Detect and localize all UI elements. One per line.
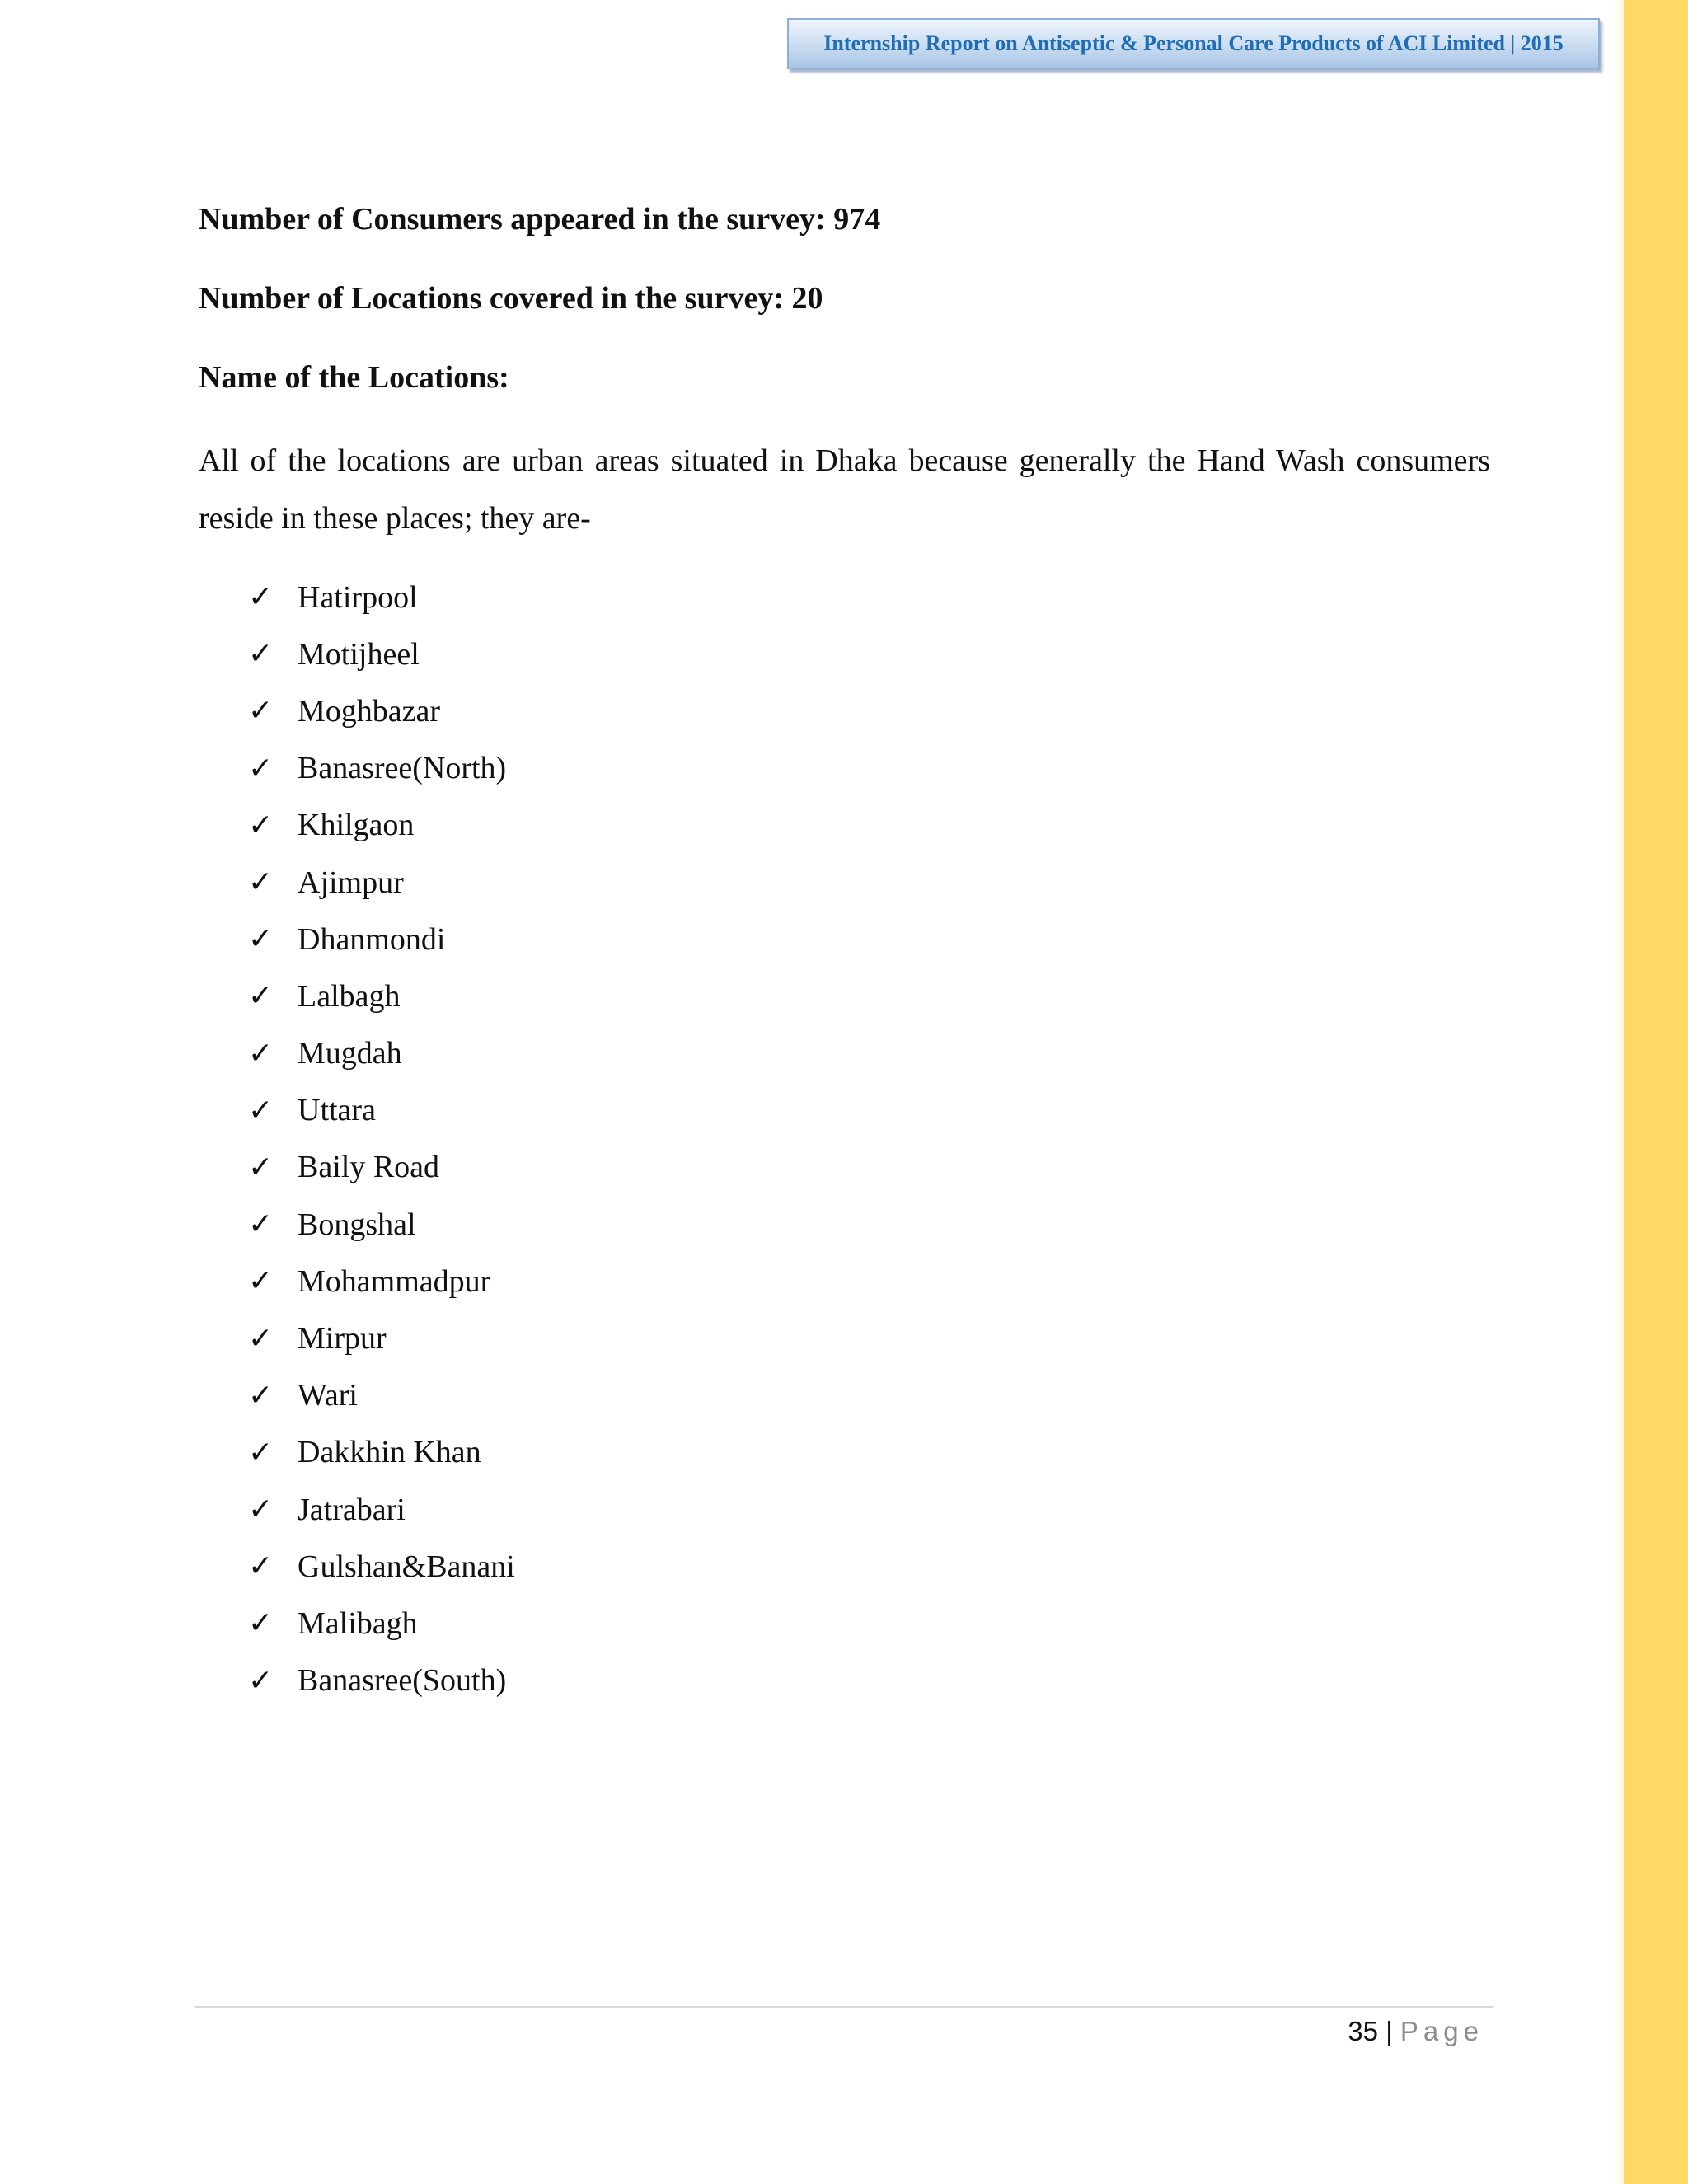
location-label: Banasree(South) [298,1663,507,1699]
location-item [248,797,1490,854]
location-item [248,854,1490,911]
side-bar-fade [1614,0,1624,2184]
location-label: Hatirpool [298,579,418,615]
location-label: Bongshal [298,1207,416,1242]
location-label: Motijheel [298,636,420,672]
page-label: Page [1400,2016,1484,2046]
location-label: Malibagh [298,1605,418,1641]
location-item [248,626,1490,682]
location-item [248,1538,1490,1595]
location-item [248,1253,1490,1310]
check-icon: ✓ [248,1435,274,1469]
check-icon: ✓ [248,1549,274,1584]
check-icon: ✓ [248,1663,274,1698]
check-icon: ✓ [248,922,274,957]
location-item [248,1310,1490,1366]
check-icon: ✓ [248,1207,274,1242]
location-item [248,569,1490,626]
location-item [248,1025,1490,1082]
location-item [248,1139,1490,1196]
location-label: Baily Road [298,1150,440,1185]
running-header [787,18,1600,69]
side-accent-bar [1624,0,1688,2184]
location-item [248,968,1490,1024]
page-body [199,194,1490,1709]
location-item [248,911,1490,968]
location-label: Banasree(North) [298,751,507,786]
check-icon: ✓ [248,979,274,1014]
location-label: Mohammadpur [298,1263,491,1299]
location-item [248,1595,1490,1652]
check-icon: ✓ [248,694,274,729]
locations-count-line: Number of Locations covered in the survey: 20 [199,281,823,316]
running-header-title: Internship Report on Antiseptic & Personal Care Products of ACI Limited | 2015 [823,31,1564,55]
check-icon: ✓ [248,1150,274,1184]
location-label: Dhanmondi [298,921,446,957]
check-icon: ✓ [248,580,274,615]
location-label: Moghbazar [298,693,441,729]
check-icon: ✓ [248,1493,274,1527]
location-item [248,1652,1490,1709]
location-list [199,569,1490,1709]
check-icon: ✓ [248,1036,274,1071]
check-icon: ✓ [248,1321,274,1356]
intro-paragraph: All of the locations are urban areas situated in Dhaka because generally the Hand Wash consumers reside in these places; they are- [199,443,1490,536]
location-label: Wari [298,1378,358,1413]
location-label: Gulshan&Banani [298,1549,515,1584]
check-icon: ✓ [248,637,274,672]
location-item [248,1424,1490,1481]
location-label: Lalbagh [298,978,401,1014]
location-label: Uttara [298,1093,376,1128]
location-item [248,740,1490,797]
check-icon: ✓ [248,865,274,900]
location-item [248,682,1490,739]
location-label: Mirpur [298,1321,387,1357]
location-item [248,1082,1490,1139]
footer-divider [195,2006,1493,2008]
location-label: Dakkhin Khan [298,1435,481,1470]
check-icon: ✓ [248,1606,274,1641]
check-icon: ✓ [248,751,274,785]
page-footer [1236,2011,1484,2052]
location-item [248,1196,1490,1253]
location-label: Jatrabari [298,1492,406,1527]
locations-heading: Name of the Locations: [199,360,509,395]
location-label: Ajimpur [298,865,404,900]
location-item [248,1481,1490,1538]
location-item [248,1367,1490,1424]
consumers-count-line: Number of Consumers appeared in the survey: 974 [199,202,881,237]
location-label: Khilgaon [298,808,415,843]
check-icon: ✓ [248,1264,274,1299]
check-icon: ✓ [248,1378,274,1413]
page-number: 35 [1348,2016,1378,2046]
location-label: Mugdah [298,1036,402,1071]
check-icon: ✓ [248,808,274,842]
check-icon: ✓ [248,1093,274,1127]
footer-separator: | [1386,2016,1393,2046]
